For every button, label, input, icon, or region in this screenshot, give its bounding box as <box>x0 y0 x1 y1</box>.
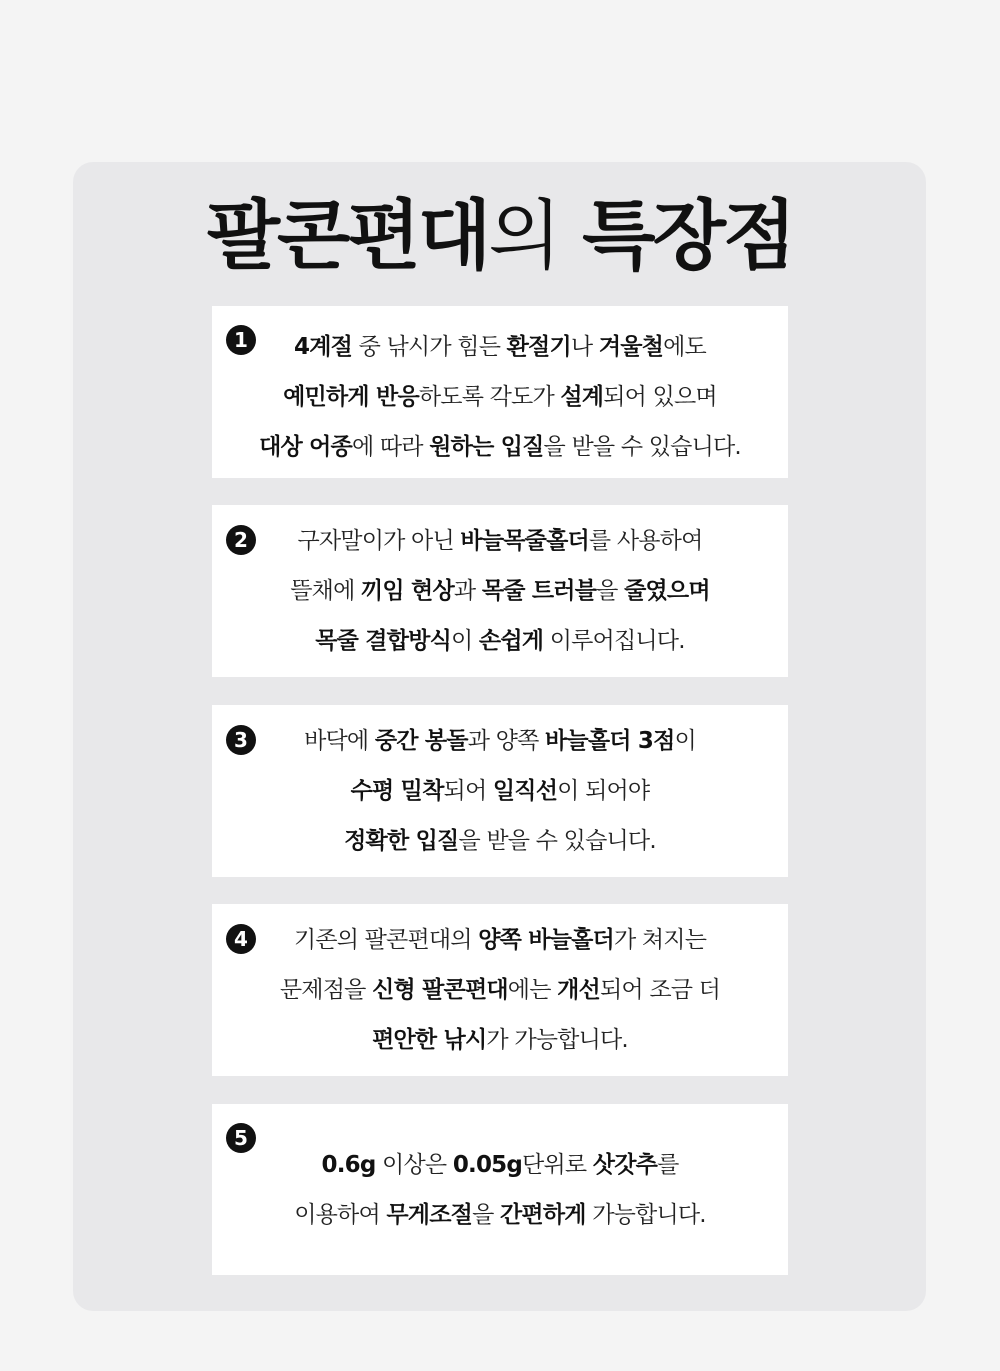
feature-line <box>212 372 788 422</box>
body-text: 을 받을 수 있습니다. <box>458 828 656 854</box>
feature-line <box>212 716 788 766</box>
body-text: 가 가능합니다. <box>486 1027 628 1053</box>
emphasis-text: 목줄 결합방식 <box>315 628 451 654</box>
feature-line <box>212 915 788 965</box>
emphasis-text: 편안한 낚시 <box>372 1027 487 1053</box>
emphasis-text: 4계절 <box>294 334 353 360</box>
emphasis-text: 0.05g <box>452 1152 523 1178</box>
emphasis-text: 양쪽 바늘홀더 <box>478 927 614 953</box>
body-text: 구자말이가 아닌 <box>297 528 461 554</box>
emphasis-text: 겨울철 <box>598 334 664 360</box>
body-text: 이 <box>450 628 479 654</box>
emphasis-text: 목줄 트러블 <box>481 578 597 604</box>
page-title <box>0 186 1000 286</box>
body-text: 바닥에 <box>304 728 375 754</box>
emphasis-text: 바늘목줄홀더 <box>460 528 589 554</box>
emphasis-text: 원하는 입질 <box>429 434 544 460</box>
feature-text-3 <box>212 716 788 866</box>
emphasis-text: 설계 <box>560 384 604 410</box>
body-text: 되어 있으며 <box>603 384 717 410</box>
feature-line <box>212 566 788 616</box>
emphasis-text: 대상 어종 <box>259 434 352 460</box>
emphasis-text: 환절기 <box>506 334 571 360</box>
emphasis-text: 삿갓추 <box>592 1152 658 1178</box>
body-text: 중 낚시가 힘든 <box>352 334 507 360</box>
feature-text-1 <box>212 322 788 472</box>
emphasis-text: 무게조절 <box>386 1202 473 1228</box>
body-text: 에는 <box>507 977 558 1003</box>
body-text: 이 되어야 <box>557 778 650 804</box>
emphasis-text: 중간 봉돌 <box>374 728 468 754</box>
feature-line <box>212 965 788 1015</box>
feature-text-5 <box>212 1140 788 1240</box>
title-main: 팔콘편대 <box>206 191 489 280</box>
number-badge-1: 1 <box>226 325 256 355</box>
feature-text-2 <box>212 516 788 666</box>
feature-line <box>212 422 788 472</box>
number-badge-5: 5 <box>226 1123 256 1153</box>
body-text: 가능합니다. <box>585 1202 706 1228</box>
body-text: 가 쳐지는 <box>613 927 707 953</box>
body-text: 이 <box>674 728 696 754</box>
feature-line <box>212 1140 788 1190</box>
title-particle: 의 <box>488 191 559 280</box>
body-text: 나 <box>570 334 599 360</box>
body-text: 에도 <box>663 334 706 360</box>
body-text: 하도록 각도가 <box>418 384 561 410</box>
body-text: 이상은 <box>375 1152 453 1178</box>
title-tail: 특장점 <box>582 191 794 280</box>
feature-line <box>212 1015 788 1065</box>
body-text: 을 <box>596 578 625 604</box>
emphasis-text: 바늘홀더 3점 <box>545 728 675 754</box>
number-badge-3: 3 <box>226 725 256 755</box>
body-text: 과 양쪽 <box>467 728 545 754</box>
feature-card-1 <box>212 306 788 478</box>
emphasis-text: 끼임 현상 <box>361 578 454 604</box>
feature-card-4 <box>212 904 788 1076</box>
feature-card-3 <box>212 705 788 877</box>
feature-line <box>212 766 788 816</box>
body-text: 를 <box>657 1152 679 1178</box>
body-text: 이용하여 <box>294 1202 387 1228</box>
feature-card-5 <box>212 1104 788 1275</box>
number-badge-4: 4 <box>226 924 256 954</box>
emphasis-text: 수평 밀착 <box>350 778 444 804</box>
feature-line <box>212 816 788 866</box>
emphasis-text: 간편하게 <box>500 1202 586 1228</box>
emphasis-text: 개선 <box>557 977 600 1003</box>
emphasis-text: 신형 팔콘편대 <box>372 977 508 1003</box>
feature-line <box>212 322 788 372</box>
body-text: 과 <box>453 578 482 604</box>
feature-text-4 <box>212 915 788 1065</box>
emphasis-text: 줄였으며 <box>624 578 710 604</box>
feature-line <box>212 516 788 566</box>
body-text: 을 받을 수 있습니다. <box>543 434 741 460</box>
body-text: 에 따라 <box>351 434 430 460</box>
feature-line <box>212 1190 788 1240</box>
body-text: 문제점을 <box>279 977 373 1003</box>
body-text: 뜰채에 <box>290 578 361 604</box>
emphasis-text: 일직선 <box>492 778 558 804</box>
body-text: 을 <box>472 1202 500 1228</box>
body-text: 기존의 팔콘편대의 <box>293 927 479 953</box>
body-text: 이루어집니다. <box>543 628 685 654</box>
number-badge-2: 2 <box>226 525 256 555</box>
body-text: 단위로 <box>522 1152 593 1178</box>
emphasis-text: 0.6g <box>321 1152 376 1178</box>
feature-line <box>212 616 788 666</box>
emphasis-text: 손쉽게 <box>478 628 544 654</box>
emphasis-text: 정확한 입질 <box>344 828 459 854</box>
body-text: 를 사용하여 <box>588 528 703 554</box>
feature-card-2 <box>212 505 788 677</box>
emphasis-text: 예민하게 반응 <box>283 384 419 410</box>
body-text: 되어 <box>443 778 493 804</box>
body-text: 되어 조금 더 <box>599 977 721 1003</box>
